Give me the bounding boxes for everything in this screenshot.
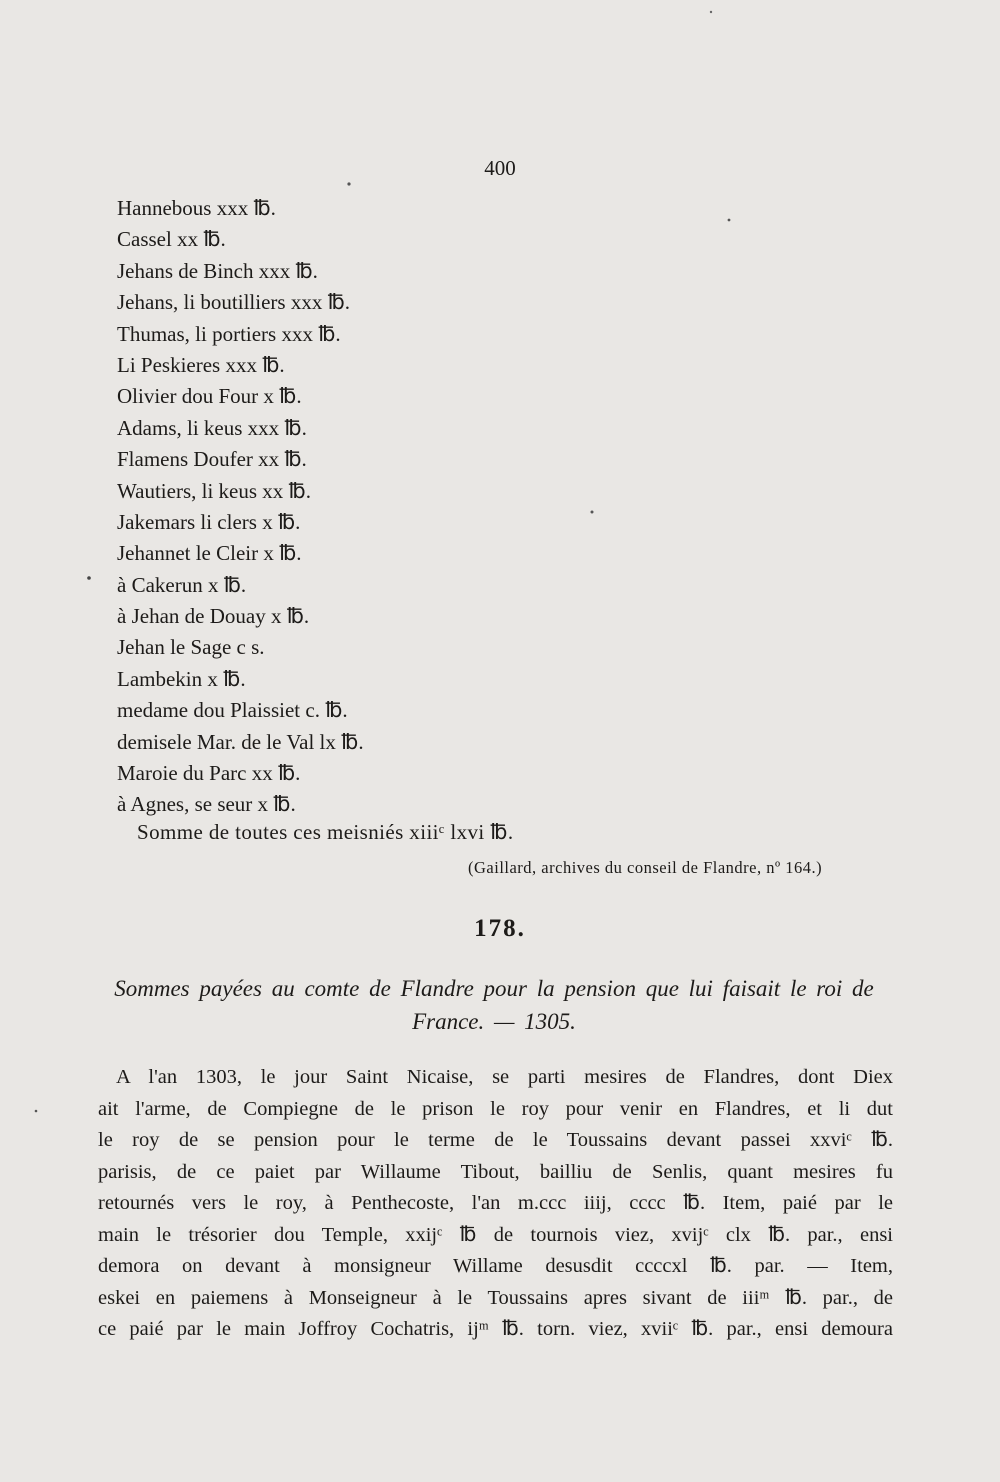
list-item: Flamens Doufer xx ℔. xyxy=(117,447,307,472)
list-item: Hannebous xxx ℔. xyxy=(117,196,276,220)
body-line: A l'an 1303, le jour Saint Nicaise, se parti mesires de Flandres, dont Diex xyxy=(116,1066,893,1088)
page-number: 400 xyxy=(484,156,516,180)
body-line: parisis, de ce paiet par Willaume Tibout, bailliu de Senlis, quant mesires fu xyxy=(98,1160,893,1183)
total-line: Somme de toutes ces meisniés xiiiᶜ lxvi ℔. xyxy=(137,820,514,844)
list-item: Jehan le Sage c s. xyxy=(117,635,265,660)
body-line: main le trésorier dou Temple, xxijᶜ ℔ de tournois viez, xvijᶜ clx ℔. par., ensi xyxy=(98,1223,893,1246)
list-item: Olivier dou Four x ℔. xyxy=(117,384,302,409)
body-line: ce paié par le main Joffroy Cochatris, ijᵐ ℔. torn. viez, xviiᶜ ℔. par., ensi demoura xyxy=(98,1318,893,1340)
household-list xyxy=(117,193,364,821)
body-line: le roy de se pension pour le terme de le Toussains devant passei xxviᶜ ℔. xyxy=(98,1129,893,1151)
list-item: Lambekin x ℔. xyxy=(117,666,246,691)
list-item: à Jehan de Douay x ℔. xyxy=(117,604,310,629)
body-line: eskei en paiemens à Monseigneur à le Toussains apres sivant de iiiᵐ ℔. par., de xyxy=(98,1286,893,1309)
body-paragraph xyxy=(98,1062,893,1346)
list-item: Jehannet le Cleir x ℔. xyxy=(117,541,302,566)
list-item: demisele Mar. de le Val lx ℔. xyxy=(117,729,364,754)
list-item: Li Peskieres xxx ℔. xyxy=(117,352,285,377)
list-item: Cassel xx ℔. xyxy=(117,227,226,252)
body-line: demora on devant à monsigneur Willame desusdit ccccxl ℔. par. — Item, xyxy=(98,1255,893,1277)
source-citation: (Gaillard, archives du conseil de Flandre, nº 164.) xyxy=(468,858,823,877)
document-title: Sommes payées au comte de Flandre pour la pension que lui faisait le roi de France. — 1305. xyxy=(114,976,874,1034)
body-line: retournés vers le roy, à Penthecoste, l'an m.ccc iiij, cccc ℔. Item, paié par le xyxy=(98,1192,893,1214)
list-item: à Agnes, se seur x ℔. xyxy=(117,792,296,817)
list-item: Jakemars li clers x ℔. xyxy=(117,509,301,534)
document-number: 178. xyxy=(474,915,526,942)
list-item: Jehans, li boutilliers xxx ℔. xyxy=(117,290,350,315)
list-item: Jehans de Binch xxx ℔. xyxy=(117,258,318,283)
list-item: Wautiers, li keus xx ℔. xyxy=(117,478,311,503)
list-item: Thumas, li portiers xxx ℔. xyxy=(117,321,341,346)
list-item: Adams, li keus xxx ℔. xyxy=(117,415,307,440)
list-item: medame dou Plaissiet c. ℔. xyxy=(117,698,348,723)
list-item: à Cakerun x ℔. xyxy=(117,572,247,597)
body-line: ait l'arme, de Compiegne de le prison le roy pour venir en Flandres, et li dut xyxy=(98,1097,893,1120)
list-item: Maroie du Parc xx ℔. xyxy=(117,761,301,786)
